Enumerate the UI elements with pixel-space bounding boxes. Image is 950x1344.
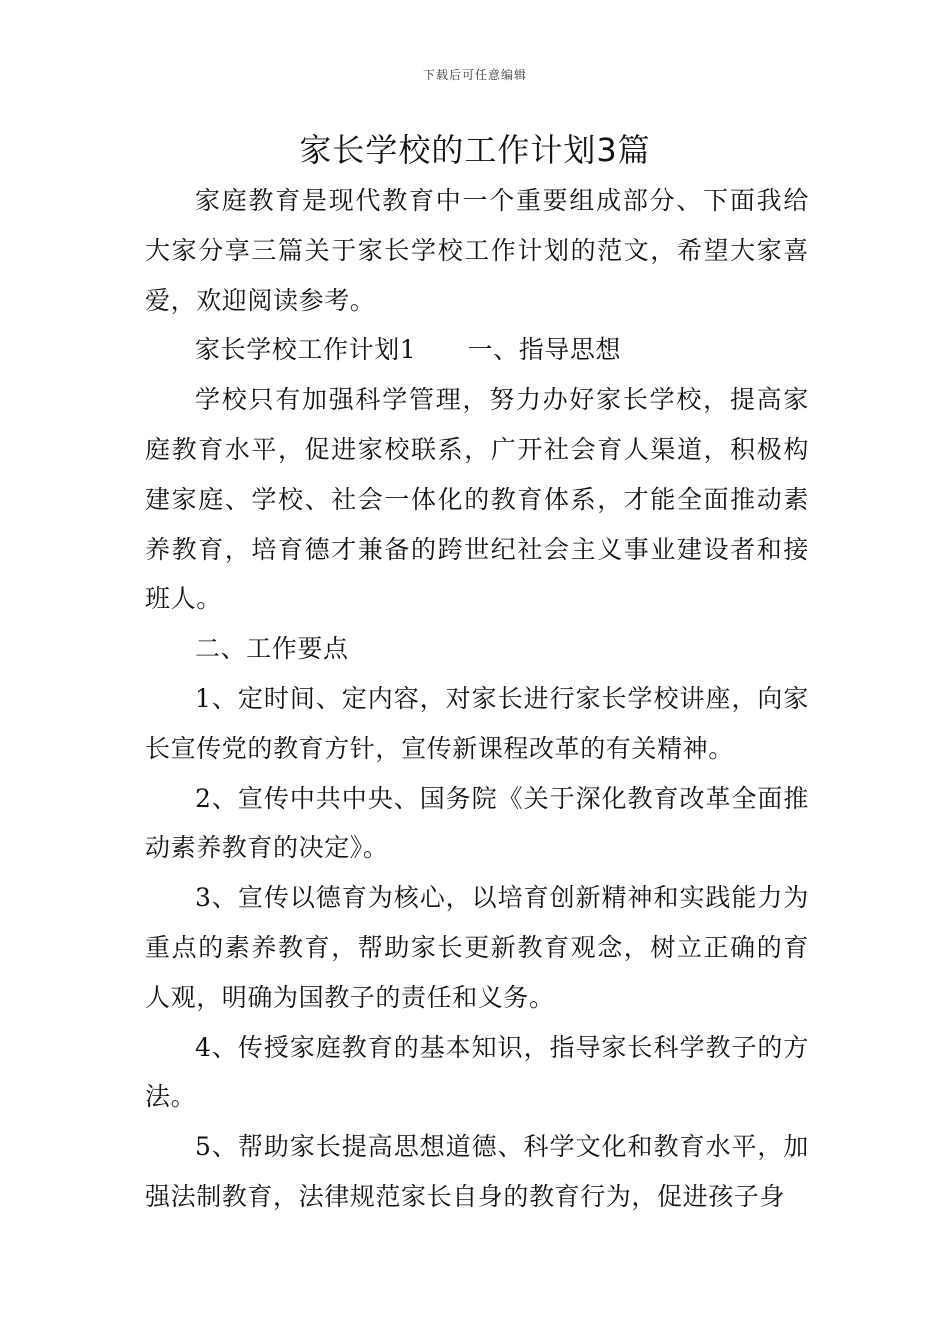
paragraph-point-4: 4、传授家庭教育的基本知识，指导家长科学教子的方法。	[145, 1032, 809, 1112]
paragraph-intro: 家庭教育是现代教育中一个重要组成部分、下面我给大家分享三篇关于家长学校工作计划的范文，希望大家喜爱，欢迎阅读参考。	[145, 186, 809, 315]
paragraph-point-2: 2、宣传中共中央、国务院《关于深化教育改革全面推动素养教育的决定》。	[145, 783, 809, 863]
paragraph-point-3: 3、宣传以德育为核心，以培育创新精神和实践能力为重点的素养教育，帮助家长更新教育观念，树立正确的育人观，明确为国教子的责任和义务。	[145, 883, 809, 1012]
page-header-note: 下载后可任意编辑	[422, 68, 527, 82]
paragraph-guiding-thought: 学校只有加强科学管理，努力办好家长学校，提高家庭教育水平，促进家校联系，广开社会育人渠道，积极构建家庭、学校、社会一体化的教育体系，才能全面推动素养教育，培育德才兼备的跨世纪社会主义事业建设者和接班人。	[145, 385, 809, 614]
paragraph-point-5: 5、帮助家长提高思想道德、科学文化和教育水平，加强法制教育，法律规范家长自身的教育行为，促进孩子身	[145, 1132, 809, 1211]
paragraph-point-1: 1、定时间、定内容，对家长进行家长学校讲座，向家长宣传党的教育方针，宣传新课程改革的有关精神。	[145, 683, 809, 763]
paragraph-work-points-heading: 二、工作要点	[195, 634, 349, 664]
paragraph-plan-heading: 家长学校工作计划1 一、指导思想	[195, 335, 622, 365]
document-body	[145, 176, 809, 1222]
document-title: 家长学校的工作计划3篇	[299, 131, 651, 169]
